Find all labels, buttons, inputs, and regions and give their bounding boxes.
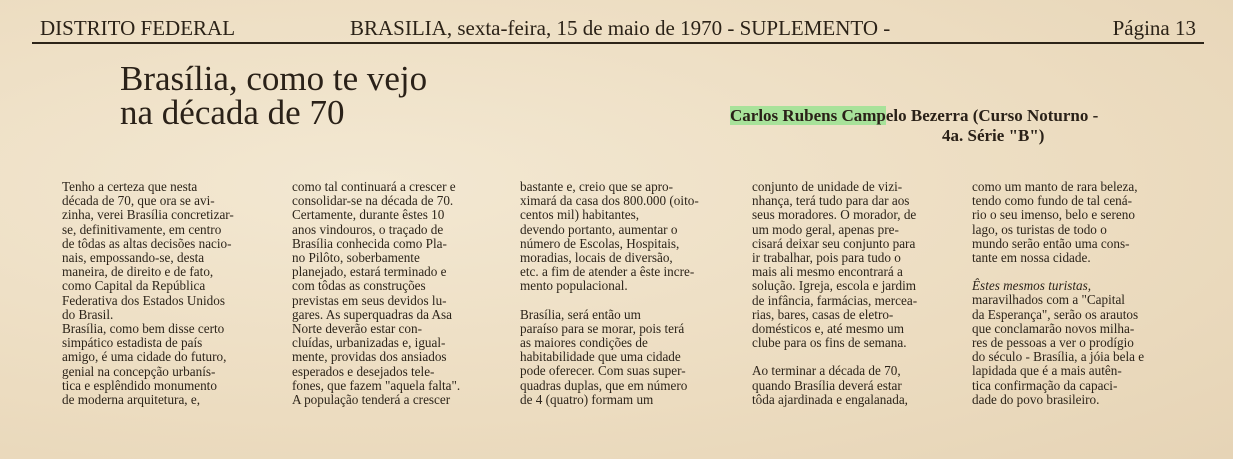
text-line: bastante e, creio que se apro-	[520, 179, 674, 194]
text-line: década de 70, que ora se avi-	[62, 193, 215, 209]
text-line: de 4 (quatro) formam um	[520, 391, 654, 407]
text-line: mento populacional.	[520, 278, 628, 294]
text-line: como tal continuará a crescer e	[292, 179, 456, 194]
text-line: res de pessoas a ver o prodígio	[972, 335, 1134, 351]
text-line: no Pilôto, soberbamente	[292, 250, 420, 266]
text-line: quadras duplas, que em número	[520, 377, 688, 393]
text-line: clube para os fins de semana.	[752, 335, 907, 351]
text-line: do século - Brasília, a jóia bela e	[972, 349, 1145, 365]
text-line: que conclamarão novos milha-	[972, 320, 1135, 336]
text-line: Certamente, durante êstes 10	[292, 207, 445, 223]
text-line: nhança, terá tudo para dar aos	[752, 193, 910, 209]
text-line: Federativa dos Estados Unidos	[62, 292, 225, 308]
text-line: da Esperança", serão os arautos	[972, 306, 1139, 322]
text-line: dade do povo brasileiro.	[972, 391, 1100, 407]
text-line: como Capital da República	[62, 278, 206, 294]
text-line: com tôdas as construções	[292, 278, 426, 294]
byline-rest: elo Bezerra (Curso Noturno -	[885, 106, 1099, 125]
text-line: rias, bares, casas de eletro-	[752, 306, 894, 322]
article-column-1	[62, 180, 234, 407]
text-line: de infância, farmácias, merceа-	[752, 292, 918, 308]
text-line: número de Escolas, Hospitais,	[520, 235, 680, 251]
text-line: mente, providas dos ansiados	[292, 349, 447, 365]
text-line: cisará deixar seu conjunto para	[752, 235, 916, 251]
text-line: etc. a fim de atender a êste incre-	[520, 264, 695, 280]
text-line: consolidar-se na década de 70.	[292, 193, 454, 209]
text-line: como um manto de rara beleza,	[972, 179, 1138, 194]
text-line: maravilhados com a "Capital	[972, 292, 1125, 308]
text-line: seus moradores. O morador, de	[752, 207, 917, 223]
newspaper-header	[32, 14, 1204, 44]
text-line: devendo portanto, aumentar o	[520, 221, 678, 237]
text-line: mais ali mesmo encontrará a	[752, 264, 903, 280]
text-line: esperados e desejados tele-	[292, 363, 435, 379]
text-line: de moderna arquitetura, e,	[62, 392, 201, 408]
text-line: Brasília, será então um	[520, 306, 641, 322]
text-line: as maiores condições de	[520, 335, 648, 351]
text-line: de tôdas as altas decisões nacio-	[62, 235, 232, 251]
text-line: quando Brasília deverá estar	[752, 377, 902, 393]
text-line: gares. As superquadras da Asa	[292, 306, 453, 322]
byline-line2: 4a. Série "B")	[942, 126, 1045, 145]
text-line: tante em nossa cidade.	[972, 250, 1091, 266]
text-line	[520, 294, 699, 308]
article-byline	[730, 106, 1170, 146]
text-line: solução. Igreja, escola e jardim	[752, 278, 917, 294]
text-line: tica confirmação da capaci-	[972, 377, 1118, 393]
text-line: fones, que fazem "aquela falta".	[292, 377, 461, 393]
article-column-4	[752, 180, 917, 407]
text-line: rio o seu imenso, belo e sereno	[972, 207, 1135, 223]
text-line: ximará da casa dos 800.000 (oito-	[520, 193, 699, 209]
text-line: moradias, locais de diversão,	[520, 250, 673, 266]
text-line: centos mil) habitantes,	[520, 207, 640, 223]
text-line	[752, 350, 917, 364]
text-line: cluídas, urbanizadas e, igual-	[292, 335, 446, 351]
text-line: se, definitivamente, em centro	[62, 221, 222, 237]
text-line: simpático estadista de país	[62, 335, 203, 351]
text-line: previstas em seus devidos lu-	[292, 292, 447, 308]
text-line: genial na concepção urbanís-	[62, 363, 216, 379]
text-line: lapidada que é a mais autên-	[972, 363, 1122, 379]
article-title	[120, 59, 540, 132]
dateline: BRASILIA, sexta-feira, 15 de maio de 1970 - SUPLEMENTO -	[350, 16, 891, 40]
text-line: domésticos e, até mesmo um	[752, 321, 904, 337]
text-line: um modo geral, apenas pre-	[752, 221, 899, 237]
article-column-3	[520, 180, 699, 407]
text-line: zinha, verei Brasília concretizar-	[62, 207, 234, 223]
section-name: DISTRITO FEDERAL	[40, 16, 236, 40]
text-line: habitabilidade que uma cidade	[520, 349, 681, 365]
article-column-2	[292, 180, 460, 407]
text-line: anos vindouros, o traçado de	[292, 221, 444, 237]
page-number: Página 13	[1112, 16, 1196, 40]
text-line: Êstes mesmos turistas,	[972, 278, 1092, 294]
text-line: Tenho a certeza que nesta	[62, 179, 198, 194]
title-line: na década de 70	[120, 93, 345, 132]
text-line: planejado, estará terminado e	[292, 264, 447, 280]
text-line: Brasília conhecida como Pla-	[292, 235, 447, 251]
text-line: pode oferecer. Com suas super-	[520, 363, 686, 379]
text-line: mundo serão então uma cons-	[972, 235, 1130, 251]
text-line: amigo, é uma cidade do futuro,	[62, 349, 227, 365]
text-line: A população tenderá a crescer	[292, 392, 451, 408]
byline-highlighted: Carlos Rubens Camp	[730, 106, 886, 125]
title-line: Brasília, como te vejo	[120, 59, 428, 98]
text-line: tendo como fundo de tal cená-	[972, 193, 1133, 209]
text-line: nais, empossando-se, desta	[62, 250, 205, 266]
text-line: tica e esplêndido monumento	[62, 377, 217, 393]
text-line: Brasília, como bem disse certo	[62, 321, 225, 337]
text-line	[972, 265, 1144, 279]
text-line: tôda ajardinada e engalanada,	[752, 391, 908, 407]
text-line: paraíso para se morar, pois terá	[520, 320, 685, 336]
text-line: maneira, de direito e de fato,	[62, 264, 214, 280]
text-line: ir trabalhar, pois para tudo o	[752, 250, 901, 266]
article-column-5	[972, 180, 1144, 407]
text-line: lago, os turistas de todo o	[972, 221, 1107, 237]
text-line: conjunto de unidade de vizi-	[752, 179, 903, 194]
text-line: Norte deverão estar con-	[292, 321, 422, 337]
text-line: do Brasil.	[62, 306, 114, 322]
text-line: Ao terminar a década de 70,	[752, 363, 901, 379]
